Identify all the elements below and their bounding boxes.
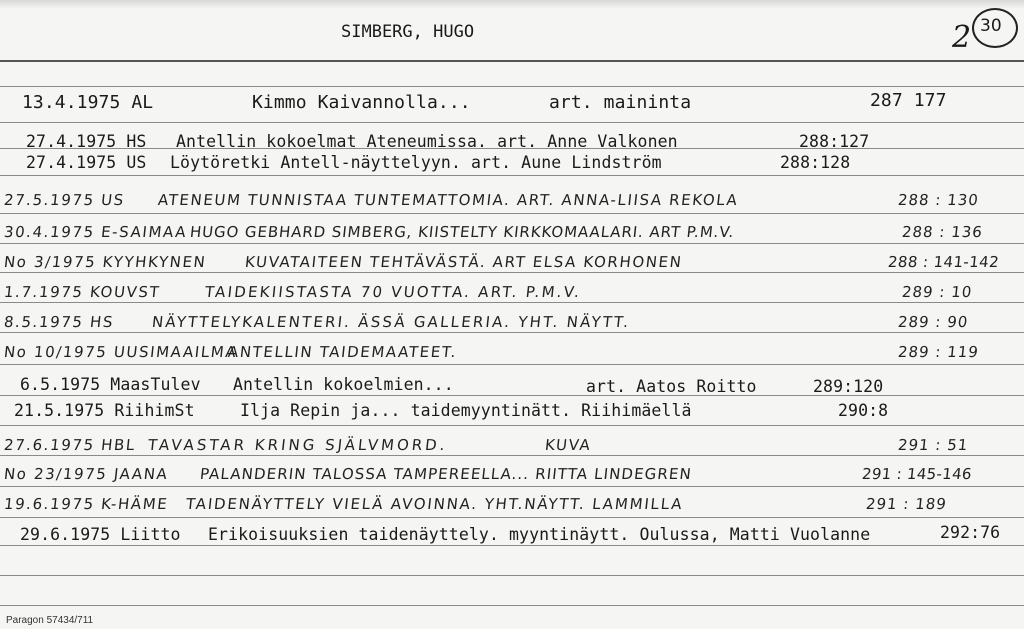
- rule-line: [0, 122, 1024, 123]
- header-rule: [0, 60, 1024, 62]
- entry-date: 19.6.1975 K-HÄME: [3, 495, 170, 513]
- entry-date: 27.5.1975 US: [3, 191, 126, 209]
- rule-line: [0, 243, 1024, 244]
- top-edge: [0, 0, 1024, 8]
- entry-text: Antellin kokoelmat Ateneumissa. art. Anne Valkonen: [176, 132, 678, 151]
- entry-text: ATENEUM TUNNISTAA TUNTEMATTOMIA. ART. ANNA-LIISA REKOLA: [157, 191, 740, 209]
- entry-date: 27.4.1975 US: [26, 153, 147, 172]
- entry-date: 13.4.1975 AL: [22, 92, 154, 113]
- rule-line: [0, 175, 1024, 176]
- card-number-stamp: [950, 6, 1024, 58]
- entry-date: 29.6.1975 Liitto: [20, 525, 181, 544]
- entry-text: Löytöretki Antell-näyttelyyn. art. Aune Lindström: [170, 153, 662, 172]
- stamp-inner-number: 30: [980, 16, 1002, 36]
- entry-ref: 291 : 145-146: [861, 465, 973, 483]
- rule-line: [0, 213, 1024, 214]
- entry-ref: 288 : 130: [897, 191, 980, 209]
- rule-line: [0, 332, 1024, 333]
- entry-date: 21.5.1975 RiihimSt: [14, 401, 195, 420]
- entry-text: TAIDEKIISTASTA 70 VUOTTA. ART. P.M.V.: [204, 283, 583, 301]
- rule-line: [0, 605, 1024, 606]
- entry-text: NÄYTTELYKALENTERI. ÄSSÄ GALLERIA. YHT. NÄYTT.: [151, 313, 632, 331]
- rule-line: [0, 86, 1024, 87]
- entry-text: Erikoisuuksien taidenäyttely. myyntinäytt. Oulussa, Matti Vuolanne: [208, 525, 871, 544]
- entry-ref: 288 : 136: [901, 223, 984, 241]
- entry-text: Kimmo Kaivannolla...: [252, 92, 471, 113]
- entry-date: 8.5.1975 HS: [3, 313, 115, 331]
- rule-line: [0, 425, 1024, 426]
- entry-text: ANTELLIN TAIDEMAATEET.: [227, 343, 459, 361]
- entry-ref: 290:8: [838, 401, 889, 420]
- entry-ref: 289 : 119: [897, 343, 980, 361]
- entry-ref: 287 177: [870, 90, 947, 111]
- entry-text: TAVASTAR KRING SJÄLVMORD.: [147, 436, 449, 454]
- rule-line: [0, 364, 1024, 365]
- rule-line: [0, 517, 1024, 518]
- entry-date: No 23/1975 JAANA: [3, 465, 170, 483]
- rule-line: [0, 545, 1024, 546]
- footer-print: Paragon 57434/711: [6, 615, 94, 626]
- rule-line: [0, 575, 1024, 576]
- stamp-outer-number: 2: [952, 20, 972, 55]
- entry-note: KUVA: [544, 436, 593, 454]
- entry-text: Ilja Repin ja... taidemyyntinätt. Riihimäellä: [240, 401, 692, 420]
- entry-date: 1.7.1975 KOUVST: [3, 283, 162, 301]
- entry-note: art. Aatos Roitto: [586, 377, 757, 396]
- entry-date: 6.5.1975 MaasTulev: [20, 375, 201, 394]
- entry-date: No 10/1975 UUSIMAAILMA: [3, 343, 239, 361]
- entry-text: HUGO GEBHARD SIMBERG, KIISTELTY KIRKKOMAALARI. ART P.M.V.: [189, 223, 736, 241]
- entry-date: 30.4.1975 E-SAIMAA: [3, 223, 189, 241]
- rule-line: [0, 486, 1024, 487]
- entry-ref: 288:127: [799, 132, 870, 151]
- entry-text: Antellin kokoelmien...: [233, 375, 454, 394]
- rule-line: [0, 455, 1024, 456]
- entry-ref: 288 : 141-142: [887, 253, 1001, 271]
- entry-text: TAIDENÄYTTELY VIELÄ AVOINNA. YHT.NÄYTT. LAMMILLA: [185, 495, 685, 513]
- entry-text: KUVATAITEEN TEHTÄVÄSTÄ. ART ELSA KORHONEN: [244, 253, 684, 271]
- rule-line: [0, 302, 1024, 303]
- entry-note: art. maininta: [549, 92, 692, 113]
- card-title: SIMBERG, HUGO: [341, 22, 475, 42]
- entry-ref: 289:120: [813, 377, 884, 396]
- entry-date: 27.6.1975 HBL: [3, 436, 137, 454]
- entry-date: No 3/1975 KYYHKYNEN: [3, 253, 208, 271]
- entry-ref: 292:76: [940, 523, 1001, 542]
- entry-date: 27.4.1975 HS: [26, 132, 147, 151]
- entry-ref: 288:128: [780, 153, 851, 172]
- entry-ref: 289 : 10: [901, 283, 974, 301]
- entry-ref: 291 : 189: [865, 495, 948, 513]
- rule-line: [0, 272, 1024, 273]
- entry-ref: 289 : 90: [897, 313, 970, 331]
- entry-text: PALANDERIN TALOSSA TAMPEREELLA... RIITTA LINDEGREN: [199, 465, 693, 483]
- entry-ref: 291 : 51: [897, 436, 970, 454]
